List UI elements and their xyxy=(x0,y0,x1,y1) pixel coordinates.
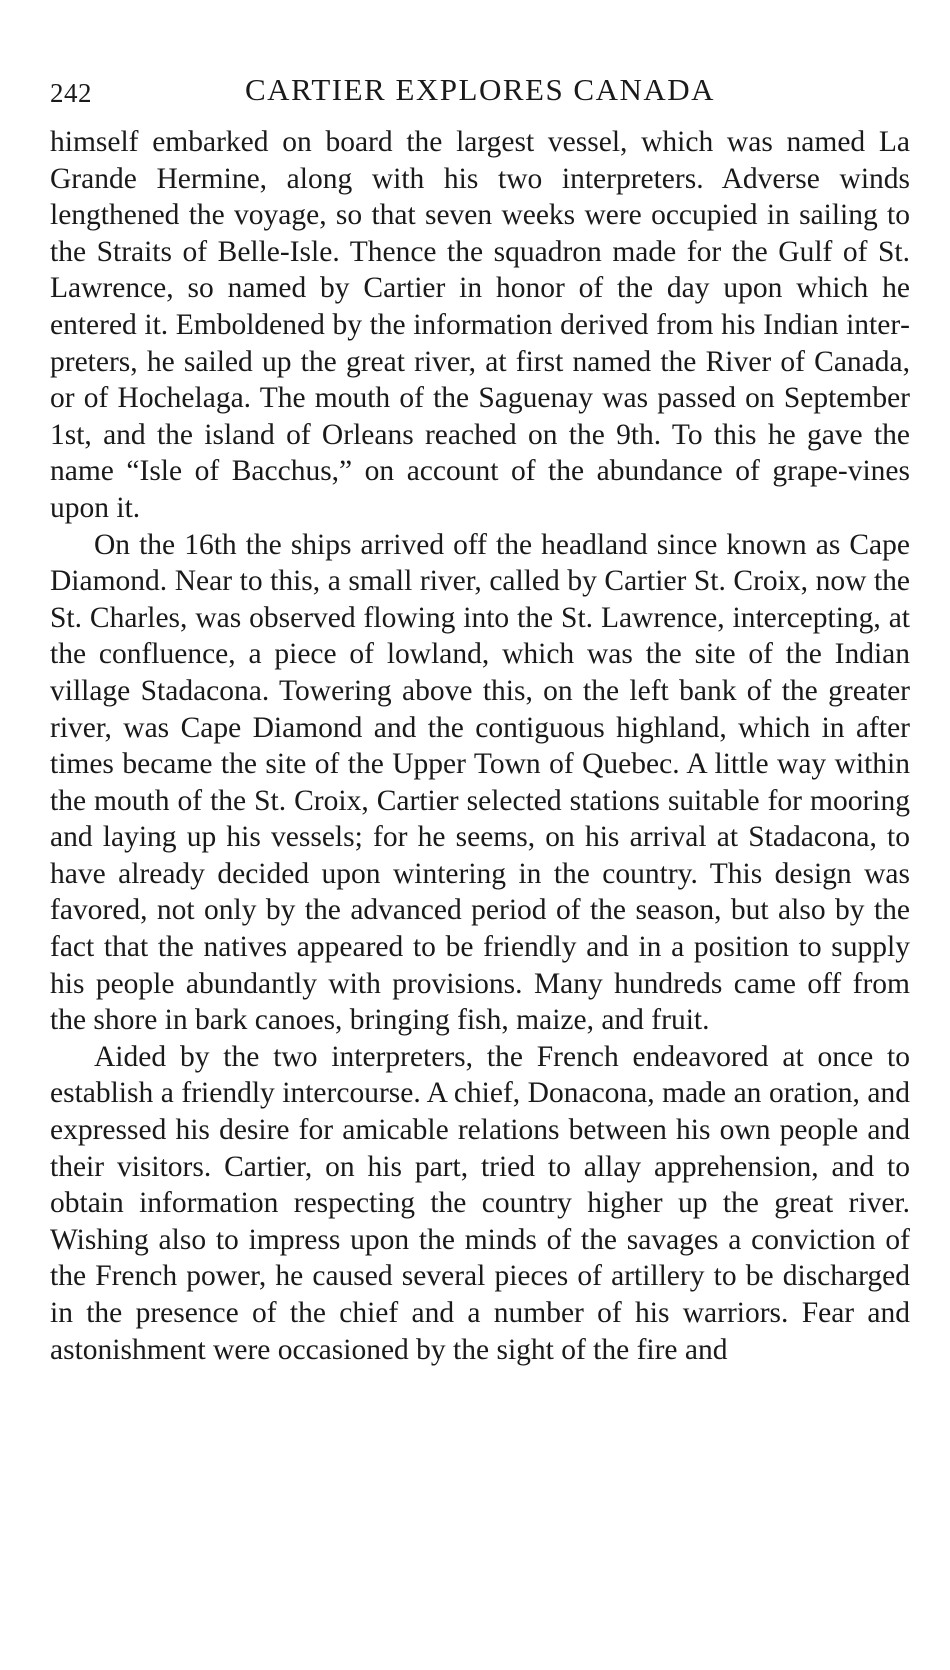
paragraph-continued: himself embarked on board the largest vessel, which was named La Grande Hermine, along with his two interpreters. Adverse winds lengthened the voyage, so that seven weeks were occupied in sailing to the Straits of Belle-Isle. Thence the squadron made for the Gulf of St. Lawrence, so named by Cartier in honor of the day upon which he entered it. Emboldened by the information derived from his Indian interpreters, he sailed up the great river, at first named the River of Canada, or of Hochelaga. The mouth of the Saguenay was passed on September 1st, and the island of Orleans reached on the 9th. To this he gave the name “Isle of Bacchus,” on account of the abundance of grape-vines upon it. xyxy=(50,126,910,524)
paragraph-cape-diamond: On the 16th the ships arrived off the headland since known as Cape Diamond. Near to this, a small river, called by Cartier St. Croix, now the St. Charles, was observed flowing into the St. Lawrence, intercepting, at the confluence, a piece of lowland, which was the site of the Indian village Stadacona. Towering above this, on the left bank of the greater river, was Cape Diamond and the contiguous highland, which in after times became the site of the Upper Town of Quebec. A little way within the mouth of the St. Croix, Cartier selected stations suitable for mooring and laying up his vessels; for he seems, on his arrival at Stadacona, to have already decided upon wintering in the country. This design was favored, not only by the advanced period of the season, but also by the fact that the natives appeared to be friendly and in a position to supply his people abundantly with provisions. Many hundreds came off from the shore in bark canoes, bringing fish, maize, and fruit. xyxy=(50,528,910,1037)
running-title: CARTIER EXPLORES CANADA xyxy=(244,72,716,107)
paragraph-donacona: Aided by the two interpreters, the French endeavored at once to establish a friendly intercourse. A chief, Donacona, made an oration, and expressed his desire for amicable relations between his own people and their visitors. Cartier, on his part, tried to allay apprehension, and to obtain information respecting the country higher up the great river. Wishing also to impress upon the minds of the savages a conviction of the French power, he caused several pieces of artillery to be discharged in the presence of the chief and a number of his warriors. Fear and astonishment were occasioned by the sight of the fire and xyxy=(50,1040,910,1366)
running-header xyxy=(50,70,910,116)
page-number: 242 xyxy=(50,78,92,108)
book-page xyxy=(50,70,910,1368)
